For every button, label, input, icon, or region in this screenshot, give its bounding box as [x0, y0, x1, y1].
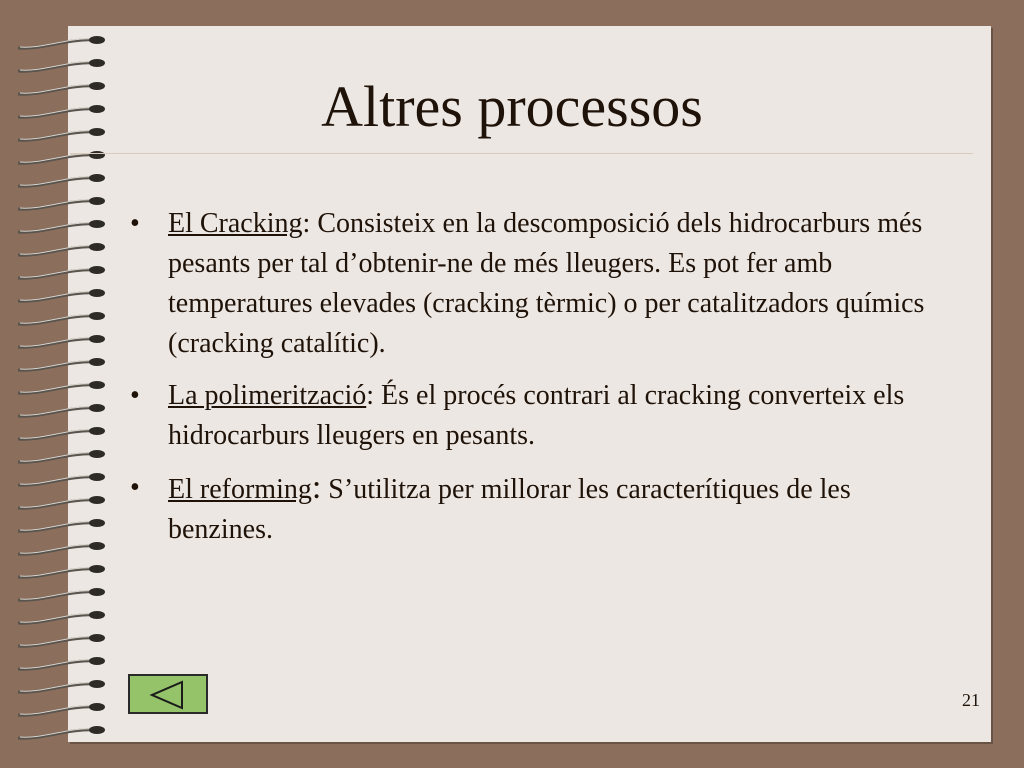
binding-hole — [89, 358, 105, 366]
binding-hole — [89, 726, 105, 734]
binding-hole — [89, 266, 105, 274]
binding-hole — [89, 588, 105, 596]
binding-hole — [89, 519, 105, 527]
triangle-left-icon — [148, 680, 188, 710]
binding-hole — [89, 404, 105, 412]
term-polimeritzacio: La polimerització — [168, 380, 367, 411]
binding-hole — [89, 312, 105, 320]
binding-hole — [89, 381, 105, 389]
term-cracking: El Cracking — [168, 208, 303, 239]
bullet-dot: • — [130, 472, 140, 503]
bullet-cracking — [130, 204, 960, 364]
term-separator: : — [302, 208, 311, 239]
bullet-text: És el procés contrari al cracking converteix els hidrocarburs lleugers en pesants. — [168, 380, 905, 451]
bullet-text: S’utilitza per millorar les caracterítiques de les benzines. — [168, 474, 851, 545]
page-number: 21 — [962, 690, 980, 710]
binding-hole — [89, 703, 105, 711]
bullet-polimeritzacio — [130, 376, 960, 456]
bullet-list — [130, 204, 960, 550]
binding-hole — [89, 427, 105, 435]
binding-hole — [89, 565, 105, 573]
binding-hole — [89, 243, 105, 251]
title-divider — [70, 153, 973, 154]
binding-hole — [89, 335, 105, 343]
binding-hole — [89, 680, 105, 688]
bullet-text: Consisteix en la descomposició dels hidrocarburs més pesants per tal d’obtenir-ne de més lleugers. Es pot fer amb temperatures elevades (cracking tèrmic) o per catalitzadors químics (cracking catalític) — [168, 208, 925, 359]
bullet-dot: • — [130, 380, 140, 411]
binding-hole — [89, 36, 105, 44]
term-separator: : — [366, 380, 375, 411]
term-reforming: El reforming — [168, 474, 312, 505]
binding-hole — [89, 450, 105, 458]
binding-hole — [89, 634, 105, 642]
bullet-dot: • — [130, 208, 140, 239]
binding-hole — [89, 657, 105, 665]
binding-hole — [89, 59, 105, 67]
binding-hole — [89, 289, 105, 297]
binding-hole — [89, 496, 105, 504]
binding-hole — [89, 197, 105, 205]
binding-hole — [89, 542, 105, 550]
binding-hole — [89, 611, 105, 619]
binding-hole — [89, 473, 105, 481]
previous-slide-button[interactable] — [128, 674, 208, 714]
binding-hole — [89, 220, 105, 228]
bullet-reforming — [130, 468, 960, 550]
term-separator: : — [311, 469, 322, 506]
slide-title: Altres processos — [321, 74, 703, 139]
bullet-end: . — [378, 328, 386, 359]
binding-hole — [89, 174, 105, 182]
